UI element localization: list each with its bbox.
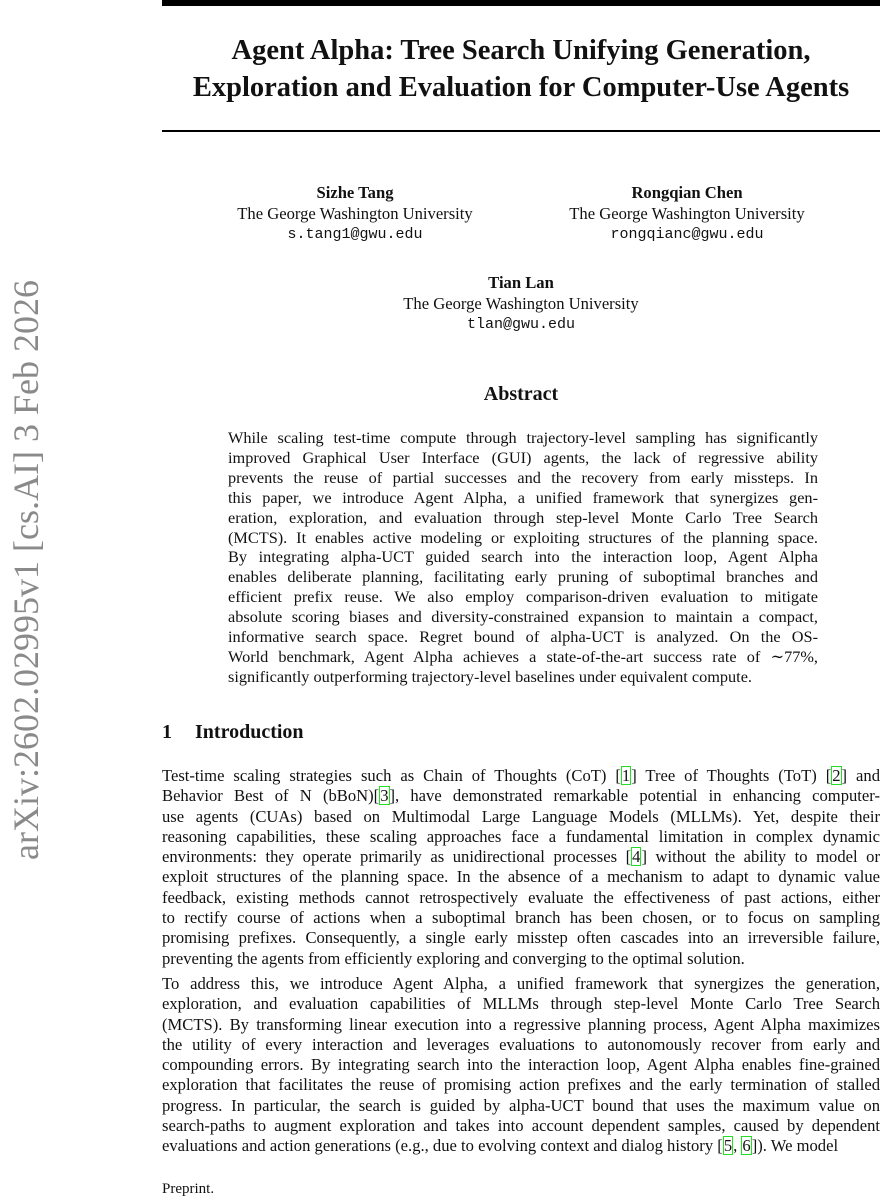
text-line: progress. In particular, the search is guided by alpha-UCT bound that uses the maximum value on <box>162 1095 880 1115</box>
text-line: informative search space. Regret bound of alpha-UCT is analyzed. On the OS- <box>228 627 818 647</box>
text-line: exploration that facilitates the reuse of promising action prefixes and the early termination of stalled <box>162 1075 880 1095</box>
author-block <box>527 182 847 245</box>
text-line: (MCTS). It enables active modeling or exploiting structures of the planning space. <box>228 527 818 547</box>
text-line: exploit structures of the planning space. In the absence of a mechanism to adapt to dynamic value <box>162 867 880 887</box>
citation-link[interactable]: 6 <box>742 1136 751 1156</box>
author-affiliation: The George Washington University <box>237 204 473 223</box>
title-rule <box>162 130 880 132</box>
text-line: By integrating alpha-UCT guided search into the interaction loop, Agent Alpha <box>228 547 818 567</box>
author-name: Sizhe Tang <box>316 183 394 202</box>
section-number: 1 <box>162 721 172 743</box>
text-line: the utility of every interaction and leverages evaluations to autonomously recover from early and <box>162 1034 880 1054</box>
author-block <box>361 272 681 335</box>
title-line: Agent Alpha: Tree Search Unifying Generation, <box>231 35 811 66</box>
abstract-body <box>228 428 818 687</box>
paper-title <box>162 32 880 106</box>
citation-link[interactable]: 4 <box>632 847 641 867</box>
citation-link[interactable]: 3 <box>380 786 389 806</box>
text-line: (MCTS). By transforming linear execution into a regressive planning process, Agent Alpha maximizes <box>162 1014 880 1034</box>
paragraph <box>162 766 880 969</box>
section-heading <box>162 721 304 744</box>
text-line: environments: they operate primarily as unidirectional processes [4] without the ability to model or <box>162 847 880 867</box>
text-line: enables deliberate planning, facilitating early pruning of suboptimal branches and <box>228 567 818 587</box>
text-line: To address this, we introduce Agent Alpha, a unified framework that synergizes the generation, <box>162 974 880 993</box>
author-affiliation: The George Washington University <box>403 294 639 313</box>
author-name: Rongqian Chen <box>631 183 743 202</box>
text-line: Behavior Best of N (bBoN)[3], have demonstrated remarkable potential in enhancing computer- <box>162 786 881 806</box>
text-line: reasoning capabilities, these scaling approaches face a fundamental limitation in complex dynamic <box>162 826 880 846</box>
text-line: this paper, we introduce Agent Alpha, a unified framework that synergizes gen- <box>228 487 818 507</box>
text-line: prevents the reuse of partial successes and the recovery from early missteps. In <box>228 467 818 487</box>
section-title: Introduction <box>195 721 304 743</box>
footer-note: Preprint. <box>162 1181 215 1197</box>
text-line: search-paths to augment exploration and takes into account dependent samples, caused by dependent <box>162 1116 880 1136</box>
text-line: exploration, and evaluation capabilities of MLLMs through step-level Monte Carlo Tree Search <box>162 994 880 1014</box>
paragraph <box>162 974 880 1157</box>
citation-link[interactable]: 2 <box>832 766 841 785</box>
author-affiliation: The George Washington University <box>569 204 805 223</box>
title-line: Exploration and Evaluation for Computer-Use Agents <box>192 72 850 103</box>
text-line: feedback, existing methods cannot retrospectively evaluate the effectiveness of past actions, either <box>162 887 880 907</box>
text-line: preventing the agents from efficiently exploring and converging to the optimal solution. <box>162 948 745 968</box>
author-block <box>195 182 515 245</box>
text-line: significantly outperforming trajectory-level baselines under equivalent compute. <box>228 666 752 686</box>
text-line: promising prefixes. Consequently, a single early misstep often cascades into an irreversible failure, <box>162 928 880 948</box>
author-name: Tian Lan <box>488 273 554 292</box>
text-line: While scaling test-time compute through trajectory-level sampling has significantly <box>228 428 818 447</box>
text-line: absolute scoring biases and diversity-constrained expansion to maintain a compact, <box>228 607 818 627</box>
author-email[interactable]: rongqianc@gwu.edu <box>610 226 764 243</box>
text-line: compounding errors. By integrating search into the interaction loop, Agent Alpha enables fine-grained <box>162 1055 880 1075</box>
text-line: World benchmark, Agent Alpha achieves a state-of-the-art success rate of ∼77%, <box>228 646 818 666</box>
text-line: to rectify course of actions when a suboptimal branch has been chosen, or to focus on sampling <box>162 908 880 928</box>
top-rule <box>162 0 880 6</box>
text-line: improved Graphical User Interface (GUI) agents, the lack of regressive ability <box>228 447 818 467</box>
citation-link[interactable]: 5 <box>723 1136 733 1156</box>
author-email[interactable]: tlan@gwu.edu <box>466 316 576 333</box>
citation-link[interactable]: 1 <box>621 766 631 785</box>
text-line: Test-time scaling strategies such as Chain of Thoughts (CoT) [1] Tree of Thoughts (ToT) [2] and <box>162 766 880 785</box>
arxiv-stamp: arXiv:2602.02995v1 [cs.AI] 3 Feb 2026 <box>6 280 46 860</box>
author-email[interactable]: s.tang1@gwu.edu <box>287 226 423 243</box>
text-line: evaluations and action generations (e.g., due to evolving context and dialog history [5, 6]). We model <box>162 1136 839 1156</box>
text-line: eration, exploration, and evaluation through step-level Monte Carlo Tree Search <box>228 507 818 527</box>
text-line: use agents (CUAs) based on Multimodal Large Language Models (MLLMs). Yet, despite their <box>162 806 880 826</box>
abstract-heading: Abstract <box>483 383 559 405</box>
text-line: efficient prefix reuse. We also employ comparison-driven evaluation to mitigate <box>228 587 818 607</box>
